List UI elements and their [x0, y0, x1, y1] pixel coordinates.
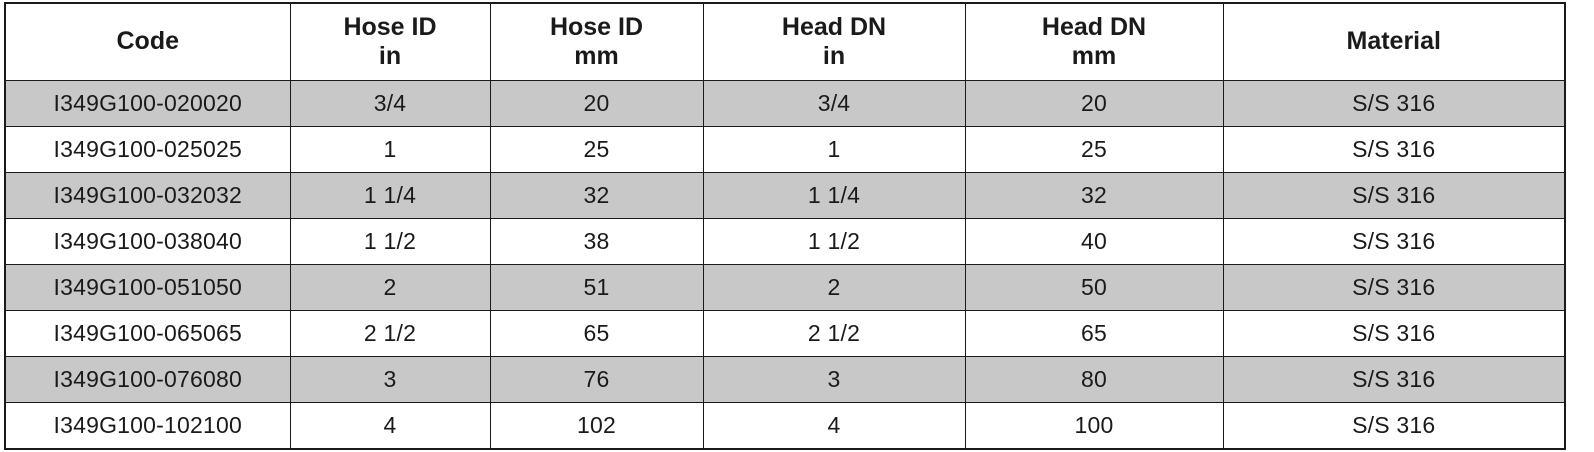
- column-header-material: [1223, 3, 1565, 81]
- column-header-hose-id-mm-line2: mm: [574, 42, 619, 70]
- cell-head-dn-mm: 32: [965, 173, 1223, 219]
- column-header-head-dn-in-line1: Head DN: [781, 12, 887, 41]
- cell-hose-id-in: 2: [290, 265, 490, 311]
- cell-head-dn-in: 3: [703, 357, 965, 403]
- column-header-material-line1: Material: [1346, 27, 1441, 56]
- column-header-code-line1: Code: [116, 27, 179, 56]
- column-header-head-dn-mm: [965, 3, 1223, 81]
- product-spec-table: [4, 2, 1566, 450]
- cell-head-dn-in: 4: [703, 403, 965, 450]
- cell-hose-id-mm: 20: [490, 81, 703, 127]
- cell-hose-id-in: 1 1/2: [290, 219, 490, 265]
- cell-material: S/S 316: [1223, 265, 1565, 311]
- cell-material: S/S 316: [1223, 357, 1565, 403]
- cell-head-dn-mm: 25: [965, 127, 1223, 173]
- cell-hose-id-mm: 102: [490, 403, 703, 450]
- table-row: [5, 173, 1565, 219]
- column-header-head-dn-mm-line1: Head DN: [1041, 12, 1147, 41]
- cell-hose-id-in: 4: [290, 403, 490, 450]
- cell-head-dn-mm: 65: [965, 311, 1223, 357]
- cell-hose-id-in: 2 1/2: [290, 311, 490, 357]
- cell-hose-id-mm: 38: [490, 219, 703, 265]
- cell-code: I349G100-038040: [5, 219, 290, 265]
- table-row: [5, 219, 1565, 265]
- table-header: [5, 3, 1565, 81]
- cell-code: I349G100-051050: [5, 265, 290, 311]
- cell-code: I349G100-065065: [5, 311, 290, 357]
- cell-hose-id-in: 3: [290, 357, 490, 403]
- table-row: [5, 357, 1565, 403]
- column-header-hose-id-in-line2: in: [378, 42, 402, 70]
- table-row: [5, 403, 1565, 450]
- cell-hose-id-mm: 51: [490, 265, 703, 311]
- cell-head-dn-mm: 100: [965, 403, 1223, 450]
- cell-head-dn-mm: 20: [965, 81, 1223, 127]
- cell-material: S/S 316: [1223, 403, 1565, 450]
- column-header-hose-id-in-line1: Hose ID: [343, 12, 437, 41]
- cell-hose-id-in: 3/4: [290, 81, 490, 127]
- table-row: [5, 127, 1565, 173]
- cell-hose-id-mm: 32: [490, 173, 703, 219]
- cell-hose-id-mm: 25: [490, 127, 703, 173]
- cell-material: S/S 316: [1223, 311, 1565, 357]
- column-header-code: [5, 3, 290, 81]
- cell-code: I349G100-076080: [5, 357, 290, 403]
- column-header-head-dn-in: [703, 3, 965, 81]
- cell-head-dn-in: 1 1/4: [703, 173, 965, 219]
- cell-head-dn-in: 3/4: [703, 81, 965, 127]
- cell-material: S/S 316: [1223, 127, 1565, 173]
- cell-hose-id-mm: 65: [490, 311, 703, 357]
- cell-hose-id-in: 1: [290, 127, 490, 173]
- cell-code: I349G100-025025: [5, 127, 290, 173]
- cell-head-dn-mm: 80: [965, 357, 1223, 403]
- table-body: [5, 81, 1565, 450]
- cell-head-dn-mm: 50: [965, 265, 1223, 311]
- cell-hose-id-in: 1 1/4: [290, 173, 490, 219]
- column-header-hose-id-mm-line1: Hose ID: [549, 12, 644, 41]
- column-header-head-dn-mm-line2: mm: [1071, 42, 1117, 70]
- cell-code: I349G100-032032: [5, 173, 290, 219]
- cell-material: S/S 316: [1223, 173, 1565, 219]
- cell-head-dn-in: 1: [703, 127, 965, 173]
- cell-material: S/S 316: [1223, 219, 1565, 265]
- cell-code: I349G100-102100: [5, 403, 290, 450]
- cell-head-dn-in: 2: [703, 265, 965, 311]
- cell-head-dn-in: 1 1/2: [703, 219, 965, 265]
- column-header-hose-id-mm: [490, 3, 703, 81]
- table-row: [5, 265, 1565, 311]
- header-row: [5, 3, 1565, 81]
- table-row: [5, 81, 1565, 127]
- table-row: [5, 311, 1565, 357]
- column-header-head-dn-in-line2: in: [822, 42, 846, 70]
- cell-head-dn-in: 2 1/2: [703, 311, 965, 357]
- cell-hose-id-mm: 76: [490, 357, 703, 403]
- spec-table-container: [0, 2, 1594, 452]
- cell-material: S/S 316: [1223, 81, 1565, 127]
- cell-head-dn-mm: 40: [965, 219, 1223, 265]
- cell-code: I349G100-020020: [5, 81, 290, 127]
- column-header-hose-id-in: [290, 3, 490, 81]
